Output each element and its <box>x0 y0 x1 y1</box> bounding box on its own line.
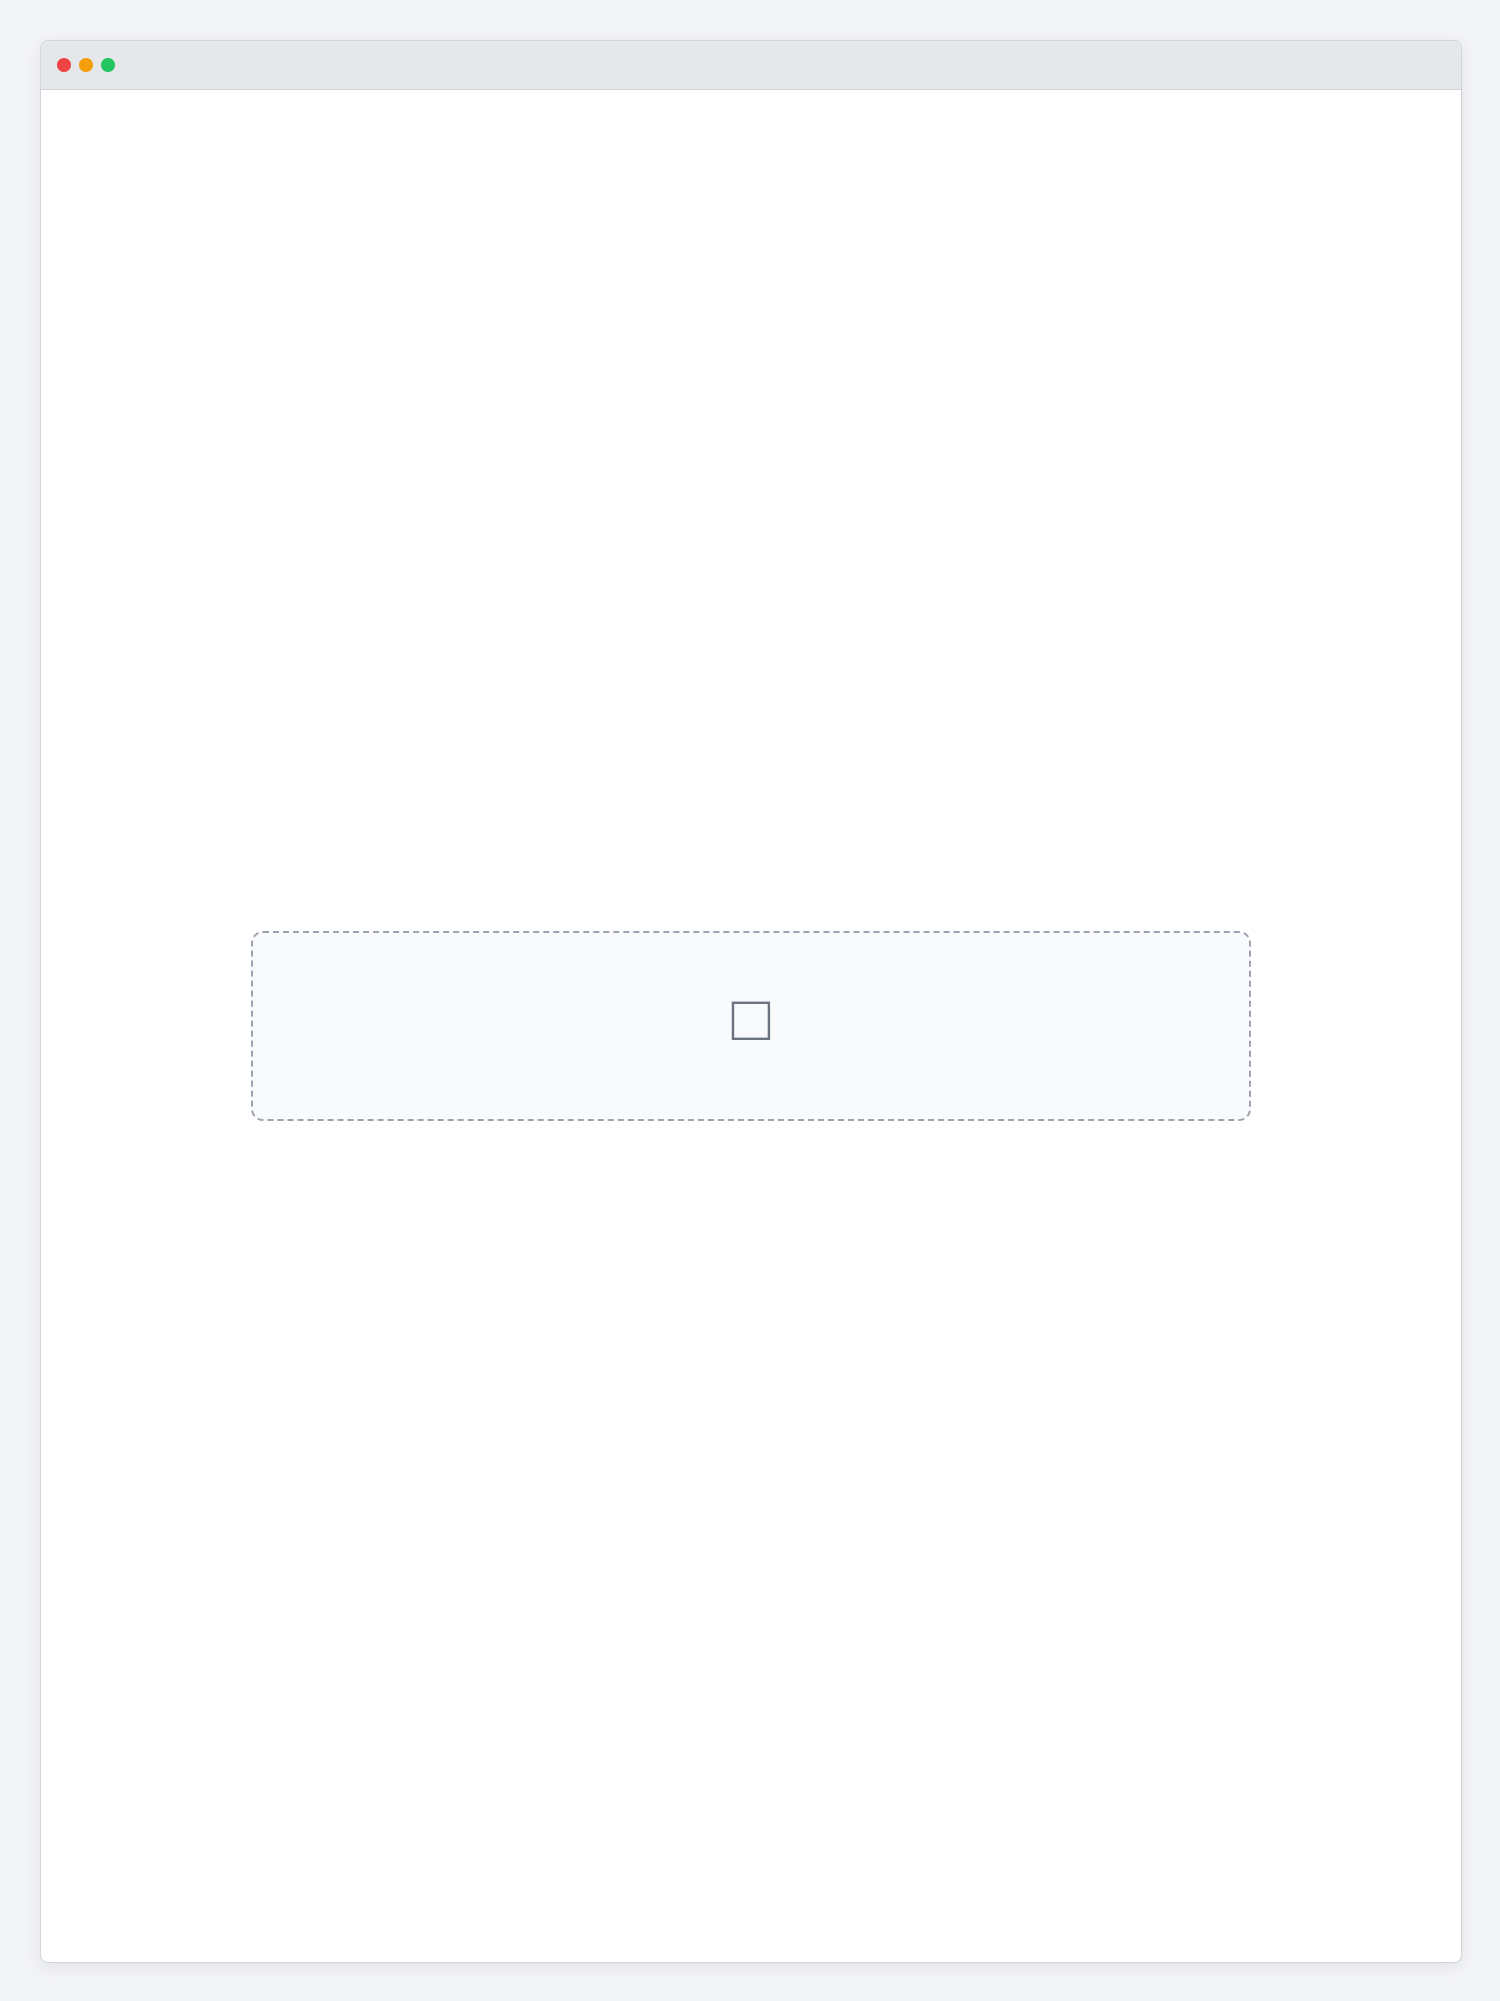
main-content <box>41 90 1461 1962</box>
minimize-button[interactable] <box>79 58 93 72</box>
title-bar <box>41 41 1461 90</box>
image-icon: □ <box>731 982 771 1054</box>
close-button[interactable] <box>57 58 71 72</box>
app-window <box>40 40 1462 1963</box>
placeholder-panel <box>251 931 1251 1121</box>
window-controls <box>57 58 115 72</box>
maximize-button[interactable] <box>101 58 115 72</box>
